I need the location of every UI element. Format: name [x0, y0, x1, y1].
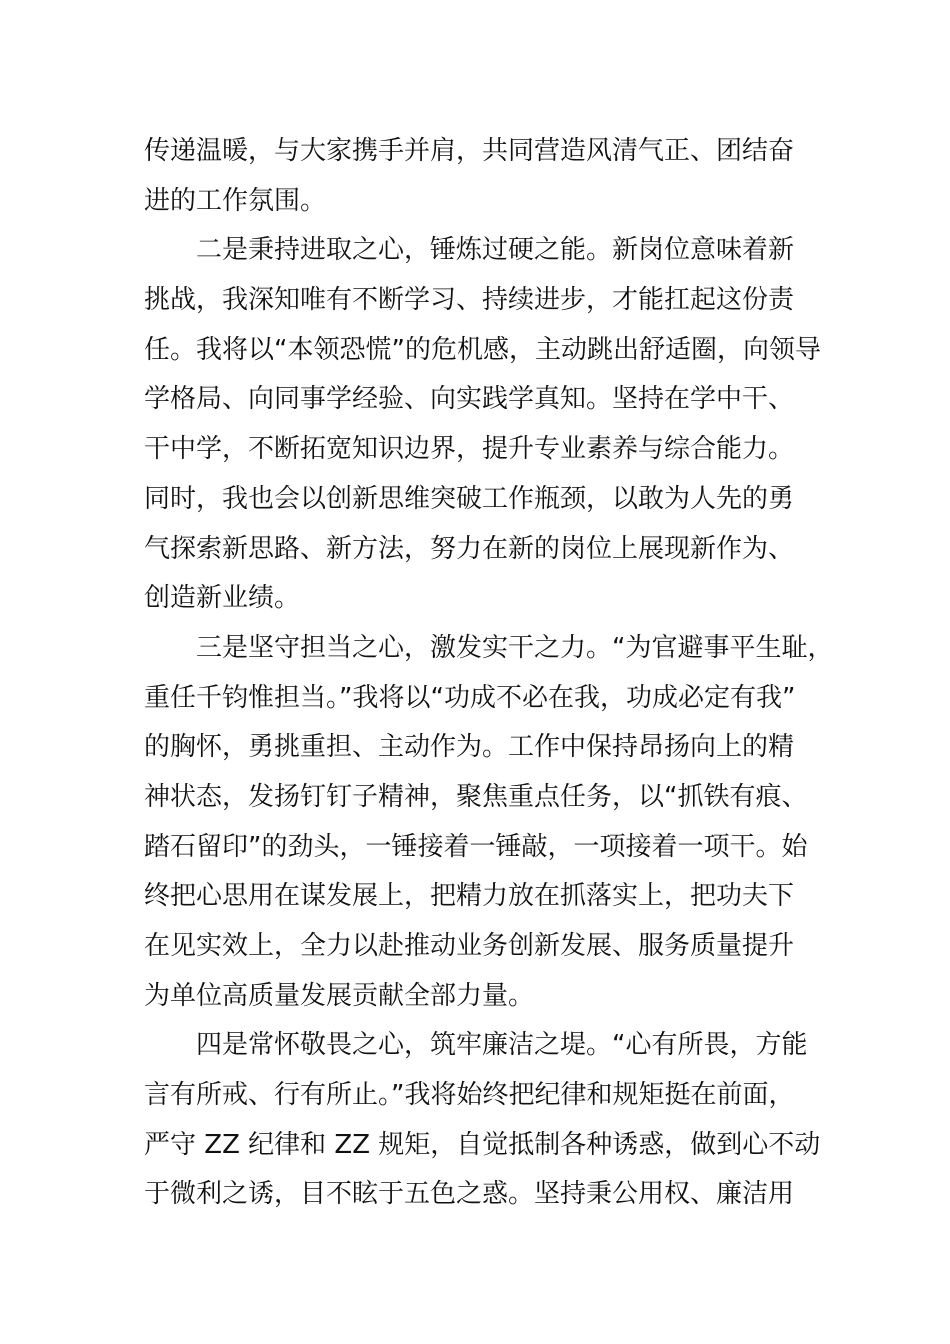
- text-line: 三是坚守担当之心，激发实干之力。“为官避事平生耻，: [196, 632, 834, 663]
- text-line: 同时，我也会以创新思维突破工作瓶颈，以敢为人先的勇: [144, 483, 795, 514]
- document-body: [144, 127, 844, 1220]
- text-line: 气探索新思路、新方法，努力在新的岗位上展现新作为、: [144, 533, 795, 564]
- text-line: 在见实效上，全力以赴推动业务创新发展、服务质量提升: [144, 931, 795, 961]
- text-line: 任。我将以“本领恐慌”的危机感，主动跳出舒适圈，向领导: [144, 334, 821, 365]
- text-line: 重任千钧惟担当。”我将以“功成不必在我，功成必定有我”: [144, 682, 796, 713]
- text-line: 神状态，发扬钉钉子精神，聚焦重点任务，以“抓铁有痕、: [144, 781, 808, 812]
- text-line: 挑战，我深知唯有不断学习、持续进步，才能扛起这份责: [144, 285, 795, 316]
- text-line: 四是常怀敬畏之心，筑牢廉洁之堤。“心有所畏，方能: [196, 1030, 808, 1061]
- text-line: 的胸怀，勇挑重担、主动作为。工作中保持昂扬向上的精: [144, 732, 795, 763]
- text-line: 严守 ZZ 纪律和 ZZ 规矩，自觉抵制各种诱惑，做到心不动: [144, 1129, 821, 1160]
- text-line: 为单位高质量发展贡献全部力量。: [144, 980, 535, 1011]
- text-line: 于微利之诱，目不眩于五色之惑。坚持秉公用权、廉洁用: [144, 1179, 795, 1210]
- text-line: 二是秉持进取之心，锤炼过硬之能。新岗位意味着新: [196, 235, 795, 266]
- text-line: 学格局、向同事学经验、向实践学真知。坚持在学中干、: [144, 384, 795, 415]
- text-line: 传递温暖，与大家携手并肩，共同营造风清气正、团结奋: [144, 136, 795, 166]
- text-line: 终把心思用在谋发展上，把精力放在抓落实上，把功夫下: [144, 881, 795, 912]
- text-line: 创造新业绩。: [144, 583, 301, 614]
- text-line: 干中学，不断拓宽知识边界，提升专业素养与综合能力。: [144, 434, 795, 465]
- text-line: 踏石留印”的劲头，一锤接着一锤敲，一项接着一项干。始: [144, 831, 808, 862]
- text-line: 进的工作氛围。: [144, 185, 327, 216]
- text-line: 言有所戒、行有所止。”我将始终把纪律和规矩挺在前面，: [144, 1080, 795, 1111]
